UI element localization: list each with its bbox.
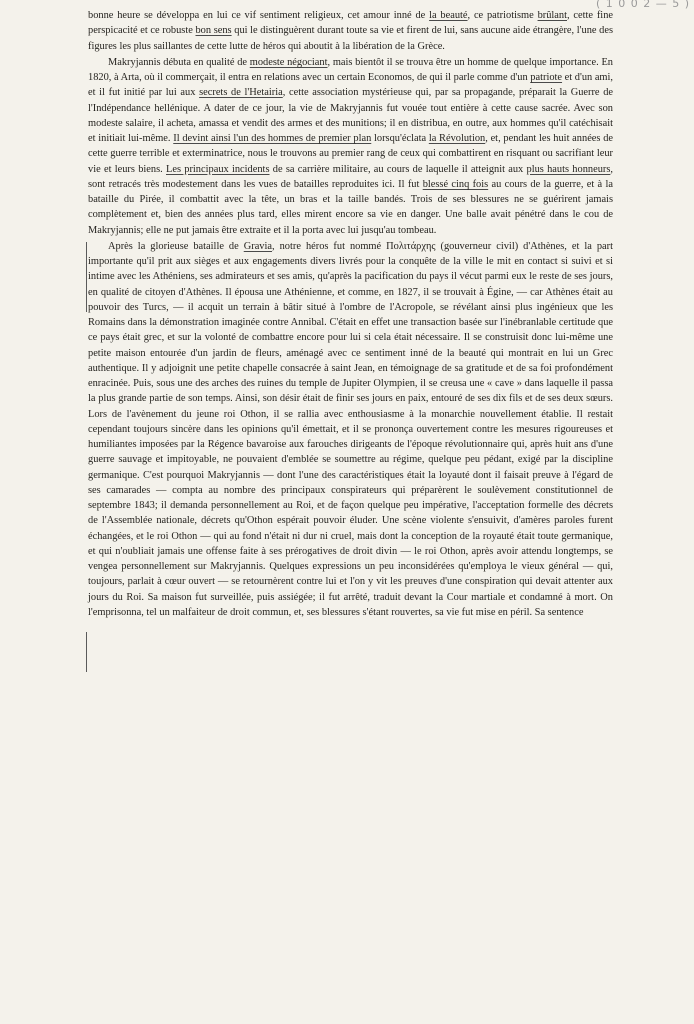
underlined-phrase: modeste négociant bbox=[249, 56, 328, 68]
underlined-phrase: Les principaux incidents bbox=[166, 163, 270, 175]
text-run: , mais bientôt il se trouva être un homme de quelque importance. En 1820, à Arta, où il commerçait, il entra en relations avec un certain Economos, de qui il parle comme d'un bbox=[88, 56, 613, 83]
text-run: bonne heure se développa en lui ce vif sentiment religieux, cet amour inné de bbox=[88, 10, 430, 21]
margin-pencil-mark bbox=[86, 632, 87, 672]
text-run: , cette association mystérieuse qui, par sa propagande, préparait la Guerre de l'Indépendance hellénique. A dater de ce jour, la vie de Makryjannis fut vouée tout entière à cette cause sacrée. Avec son modeste salaire, il acheta, amassa et vendit des armes et des munitions; il en distribua, en outre, aux hommes qu'il catéchisait et initiait lui-même. bbox=[88, 87, 614, 144]
paragraph-2 bbox=[88, 55, 613, 238]
underlined-phrase: bon sens bbox=[195, 25, 232, 37]
text-run: qui le distinguèrent durant toute sa vie et firent de lui, sans aucune aide étrangère, l'une des figures les plus saillantes de cette lutte de héros qui aboutit à la libération de la Grèce. bbox=[88, 25, 613, 52]
margin-pencil-mark bbox=[86, 242, 87, 312]
underlined-phrase: secrets de l'Hetairia bbox=[199, 87, 283, 99]
text-run: , ce patriotisme bbox=[467, 10, 538, 21]
underlined-phrase: brûlant bbox=[537, 10, 567, 21]
underlined-phrase: la Révolution bbox=[428, 133, 486, 144]
text-run: de sa carrière militaire, au cours de laquelle il atteignit aux bbox=[269, 163, 527, 175]
paragraph-3 bbox=[88, 239, 613, 620]
underlined-phrase: blessé cinq fois bbox=[422, 178, 489, 190]
text-run: au cours de la guerre, et à la bataille du Pirée, il combattit avec la tête, un bras et la taille bandés. Trois de ses blessures ne se guérirent jamais complètement et, bien des années plus tard, elles mirent encore sa vie en danger. Une balle avait pénétré dans le cou de Makryjannis; elle ne put jamais être extraite et il la porta avec lui jusqu'au tombeau. bbox=[88, 178, 613, 236]
underlined-phrase: la beauté bbox=[429, 10, 468, 21]
text-run: lorsqu'éclata bbox=[371, 133, 429, 144]
body-text bbox=[88, 8, 613, 621]
underlined-phrase: Gravia bbox=[243, 240, 273, 252]
text-run: , cette fine perspicacité et ce robuste bbox=[88, 10, 613, 37]
text-run: Après la glorieuse bataille de bbox=[108, 240, 244, 252]
text-run: , sont retracés très modestement dans les vues de batailles reproduites ici. Il fut bbox=[88, 163, 614, 190]
text-run: et d'un ami, et il fut initié par lui aux bbox=[88, 72, 613, 99]
text-run: , notre héros fut nommé Πολιτάρχης (gouverneur civil) d'Athènes, et la part importante qu'il prit aux sièges et aux engagements divers livrés pour la conquête de la ville le mit en contact si suivi et si intime avec les Athéniens, ses admirateurs et ses amis, qu'après la pacification du pays il vécut parmi eux le reste de ses jours, en qualité de citoyen d'Athènes. Il épousa une Athénienne, et comme, en 1827, il se trouvait à Égine, — car Athènes était au pouvoir des Turcs, — il acquit un terrain à bâtir situé à l'ombre de l'Acropole, se révélant ainsi plus ingénieux que les Romains dans la démonstration imaginée contre Annibal. C'était en effet une transaction basée sur l'inébranlable certitude que ce pays était grec, et sur la volonté de combattre encore pour lui si cela était nécessaire. Il se construisit donc lui-même une petite maison entourée d'un jardin de fleurs, aménagé avec ce sentiment inné de la beauté qui montrait en lui un Grec authentique. Il y adjoignit une petite chapelle consacrée à saint Jean, en témoignage de sa gratitude et de sa foi profondément enracinée. Puis, sous une des arches des ruines du temple de Jupiter Olympien, il se creusa une « cave » dans laquelle il passa la plus grande partie de son temps. Ainsi, son désir était de finir ses jours en paix, entouré de ses dix fils et de ses deux sœurs. Lors de l'avènement du jeune roi Othon, il se rallia avec enthousiasme à la monarchie nouvellement établie. Il restait cependant toujours sincère dans les opinions qu'il émettait, et il se prononça ouvertement contre les mesures rigoureuses et humiliantes imposées par la Régence bavaroise aux farouches dirigeants de l'époque révolutionnaire qui, après huit ans d'une guerre sauvage et impitoyable, ne pouvaient d'emblée se soumettre au régime, quelque peu pédant, exigé par la discipline germanique. C'est pourquoi Makryjannis — dont l'une des caractéristiques était la loyauté dont il faisait preuve à l'égard de ses camarades — compta au nombre des principaux conspirateurs qui préparèrent le soulèvement constitutionnel de septembre 1843; il demanda personnellement au Roi, et de façon quelque peu impérative, l'acceptation formelle des décrets de l'Assemblée nationale, décrets qu'Othon espérait pouvoir éluder. Une scène violente s'ensuivit, d'amères paroles furent échangées, et le roi Othon — qui au fond n'était ni dur ni cruel, mais dont la conception de la royauté était toute germanique, et qui n'oubliait jamais une offense faite à ses prérogatives de droit divin — le roi Othon, après avoir attendu longtemps, se vengea personnellement sur Makryjannis. Quelques expressions un peu inconsidérées qu'employa le vieux général — qui, toujours, parlait à cœur ouvert — se retournèrent contre lui et l'on y vit les preuves d'une conspiration qui devait attenter aux jours du Roi. Sa maison fut surveillée, puis assiégée; il fut arrêté, traduit devant la Cour martiale et condamné à mort. On l'emprisonna, tel un malfaiteur de droit commun, et, ses blessures s'étant rouvertes, sa vie fut mise en péril. Sa sentence bbox=[88, 240, 613, 618]
underlined-phrase: Il devint ainsi l'un des hommes de premier plan bbox=[173, 133, 372, 144]
underlined-phrase: plus hauts honneurs bbox=[526, 163, 611, 175]
underlined-phrase: patriote bbox=[530, 72, 563, 83]
text-run: , et, pendant les huit années de cette guerre terrible et exterminatrice, nous le trouvons au premier rang de ceux qui combattirent en risquant ou sacrifiant leur vie et leurs biens. bbox=[88, 133, 613, 175]
text-run: Makryjannis débuta en qualité de bbox=[108, 56, 250, 68]
corner-annotation: ( 1 0 0 2 — 5 ) bbox=[595, 0, 690, 10]
paragraph-1 bbox=[88, 8, 613, 54]
